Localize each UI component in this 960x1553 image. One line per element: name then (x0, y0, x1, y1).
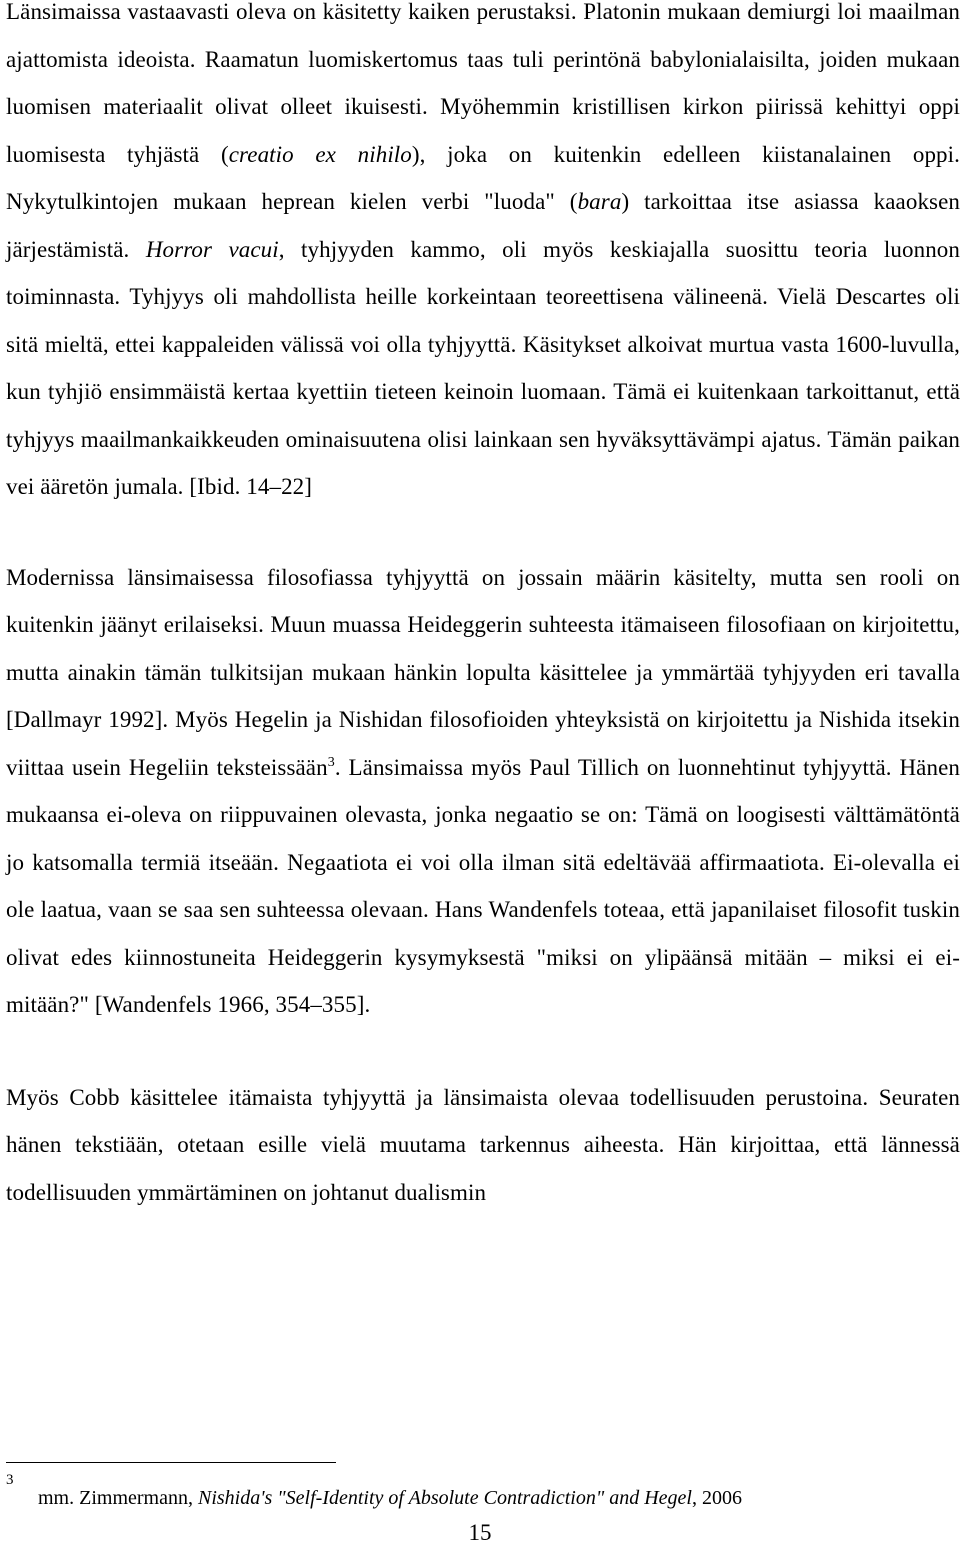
page-number: 15 (468, 1520, 492, 1545)
italic-term: Horror vacui (145, 236, 279, 262)
paragraph-3: Myös Cobb käsittelee itämaista tyhjyyttä ja länsimaista olevaa todellisuuden perustoina. Seuraten hänen tekstiään, otetaan esille vielä muutama tarkennus aiheesta. Hän kirjoittaa, että lännessä todellisuuden ymmärtäminen on johtanut dualismin (6, 1084, 960, 1205)
text-run: Länsimaissa vastaavasti oleva on käsitetty kaiken perustaksi. Platonin mukaan demiurgi loi maailman ajattomista ideoista. Raamatun luomiskertomus taas tuli perintönä babylonialaisilta, joiden mukaan luomisen materiaalit olivat olleet ikuisesti. Myöhemmin kristillisen kirkon piirissä kehittyi oppi luomisesta tyhjästä ( (6, 0, 960, 167)
italic-term: bara (577, 189, 622, 214)
footnote-reference[interactable]: 3 (327, 754, 335, 770)
footnote-suffix: , 2006 (691, 1487, 742, 1509)
text-run: , tyhjyyden kammo, oli myös keskiajalla suosittu teoria luonnon toiminnasta. Tyhjyys oli mahdollista heille korkeintaan teoreettisena välineenä. Vielä Descartes oli sitä mieltä, ettei kappaleiden välissä voi olla tyhjyyttä. Käsitykset alkoivat murtua vasta 1600-luvulla, kun tyhjiö ensimmäistä kertaa kyettiin tieteen keinoin luomaan. Tämä ei kuitenkaan tarkoittanut, että tyhjyys maailmankaikkeuden ominaisuutena olisi lainkaan sen hyväksyttävämpi ajatus. Tämän paikan vei ääretön jumala. [Ibid. 14–22] (6, 236, 960, 499)
text-run: ) tarkoittaa itse asiassa kaaoksen järjestämistä. (6, 189, 960, 262)
footnote-prefix: mm. Zimmermann, (38, 1487, 198, 1509)
paragraph-2 (6, 554, 960, 1029)
footnote-separator (6, 1462, 336, 1463)
paragraph-1 (6, 0, 960, 511)
text-run: . Länsimaissa myös Paul Tillich on luonnehtinut tyhjyyttä. Hänen mukaansa ei-oleva on riippuvainen olevasta, jonka negaatio se on: Tämä on loogisesti välttämätöntä jo katsomalla termiä itseään. Negaatiota ei voi olla ilman sitä edeltävää affirmaatiota. Ei-olevalla ei ole laatua, vaan se saa sen suhteessa olevaan. Hans Wandenfels toteaa, että japanilaiset filosofit tuskin olivat edes kiinnostuneita Heideggerin kysymyksestä "miksi on ylipäänsä mitään – miksi ei ei-mitään?" [Wandenfels 1966, 354–355]. (6, 754, 960, 1017)
footnote-text (38, 1487, 742, 1510)
italic-term: creatio ex nihilo (228, 141, 412, 167)
footnote-number: 3 (6, 1472, 14, 1488)
text-run: Modernissa länsimaisessa filosofiassa tyhjyyttä on jossain määrin käsitelty, mutta sen rooli on kuitenkin jäänyt erilaiseksi. Muun muassa Heideggerin suhteesta itämaiseen filosofiaan on kirjoitettu, mutta ainakin tämän tulkitsijan mukaan hänkin lopulta käsittelee ja ymmärtää tyhjyyden eri tavalla [Dallmayr 1992]. Myös Hegelin ja Nishidan filosofioiden yhteyksistä on kirjoitettu ja Nishida itsekin viittaa usein Hegeliin teksteissään (6, 564, 960, 780)
page-body (6, 0, 960, 1216)
text-run: ), joka on kuitenkin edelleen kiistanalainen oppi. Nykytulkintojen mukaan heprean kielen verbi "luoda" ( (6, 141, 960, 214)
footnote-title: Nishida's "Self-Identity of Absolute Contradiction" and Hegel (197, 1487, 692, 1509)
